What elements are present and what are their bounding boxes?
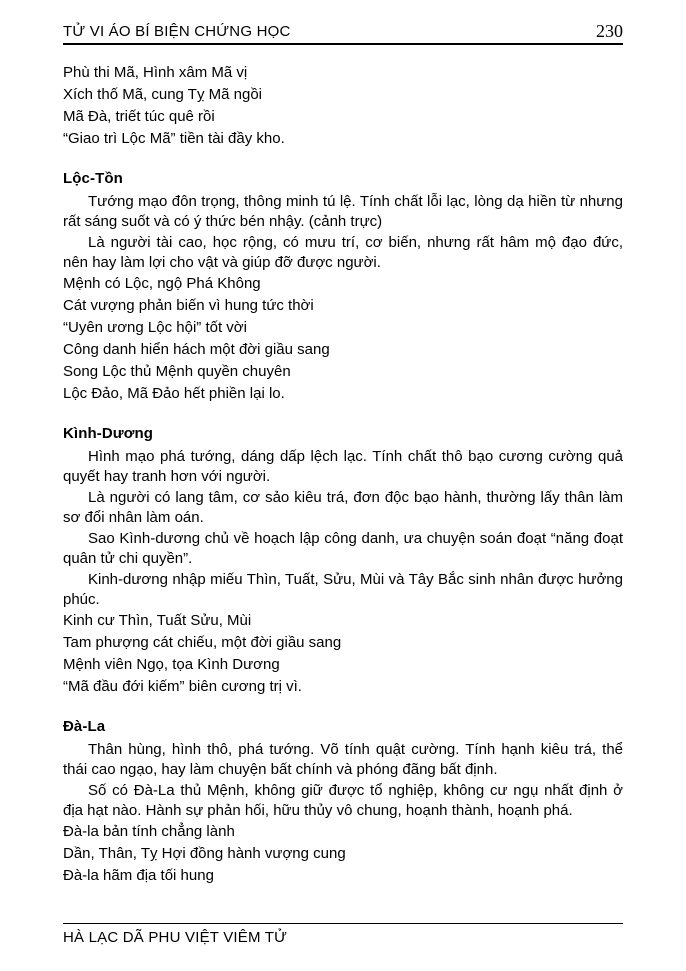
verse-line: Đà-la hãm địa tối hung <box>63 867 214 884</box>
body-paragraph: Sao Kình-dương chủ về hoạch lập công danh, ưa chuyện soán đoạt “năng đoạt quân tử chi quyền”. <box>63 530 623 567</box>
section-heading: Lộc-Tồn <box>63 170 123 187</box>
section-heading: Đà-La <box>63 718 106 735</box>
body-paragraph: Là người có lang tâm, cơ sảo kiêu trá, đơn độc bạo hành, thường lấy thân làm sơ đổi nhân làm oán. <box>63 489 623 526</box>
verse-line: Cát vượng phản biến vì hung tức thời <box>63 297 314 314</box>
body-paragraph: Tướng mạo đôn trọng, thông minh tú lệ. Tính chất lỗi lạc, lòng dạ hiền từ nhưng rất sáng suốt và có ý thức bén nhậy. (cảnh trực) <box>63 193 623 230</box>
verse-line: Lộc Đảo, Mã Đảo hết phiền lại lo. <box>63 385 285 402</box>
verse-line: Mệnh viên Ngọ, tọa Kình Dương <box>63 656 280 673</box>
header-row <box>63 22 623 45</box>
body-paragraph: Kinh-dương nhập miếu Thìn, Tuất, Sửu, Mùi và Tây Bắc sinh nhân được hưởng phúc. <box>63 571 623 608</box>
header-title: TỬ VI ÁO BÍ BIỆN CHỨNG HỌC <box>63 23 291 40</box>
page-number: 230 <box>596 21 623 41</box>
verse-line: Xích thố Mã, cung Tỵ Mã ngồi <box>63 86 262 103</box>
verse-line: “Uyên ương Lộc hội” tốt vời <box>63 319 247 336</box>
verse-line: Song Lộc thủ Mệnh quyền chuyên <box>63 363 291 380</box>
section-heading: Kình-Dương <box>63 425 154 442</box>
verse-line: Tam phượng cát chiếu, một đời giầu sang <box>63 634 342 651</box>
verse-line: “Mã đầu đới kiếm” biên cương trị vì. <box>63 678 302 695</box>
verse-line: Mã Đà, triết túc quê rồi <box>63 108 215 125</box>
page-footer <box>63 923 623 947</box>
verse-line: Dần, Thân, Tỵ Hợi đồng hành vượng cung <box>63 845 346 862</box>
verse-line: Kinh cư Thìn, Tuất Sửu, Mùi <box>63 612 252 629</box>
verse-line: Phù thi Mã, Hình xâm Mã vị <box>63 64 248 81</box>
verse-line: Mệnh có Lộc, ngộ Phá Không <box>63 275 261 292</box>
body-paragraph: Là người tài cao, học rộng, có mưu trí, cơ biến, nhưng rất hâm mộ đạo đức, nên hay làm lợi cho vật và giúp đỡ được người. <box>63 234 623 271</box>
body-paragraph: Hình mạo phá tướng, dáng dấp lệch lạc. Tính chất thô bạo cương cường quả quyết hay tranh hơn với người. <box>63 448 623 485</box>
page-header <box>63 22 623 45</box>
verse-line: “Giao trì Lộc Mã” tiền tài đầy kho. <box>63 130 285 147</box>
body-paragraph: Số có Đà-La thủ Mệnh, không giữ được tổ nghiệp, không cư ngụ nhất định ở địa hạt nào. Hành sự phản hối, hữu thủy vô chung, hoạnh thành, hoạnh phá. <box>63 782 623 819</box>
footer-text: HÀ LẠC DÃ PHU VIỆT VIÊM TỬ <box>63 929 288 946</box>
document-body <box>63 45 623 885</box>
verse-line: Đà-la bản tính chẳng lành <box>63 823 235 840</box>
body-paragraph: Thân hùng, hình thô, phá tướng. Võ tính quật cường. Tính hạnh kiêu trá, thể thái cao ngạo, hay làm chuyện bất chính và phóng đãng bất định. <box>63 741 623 778</box>
verse-line: Công danh hiển hách một đời giầu sang <box>63 341 330 358</box>
